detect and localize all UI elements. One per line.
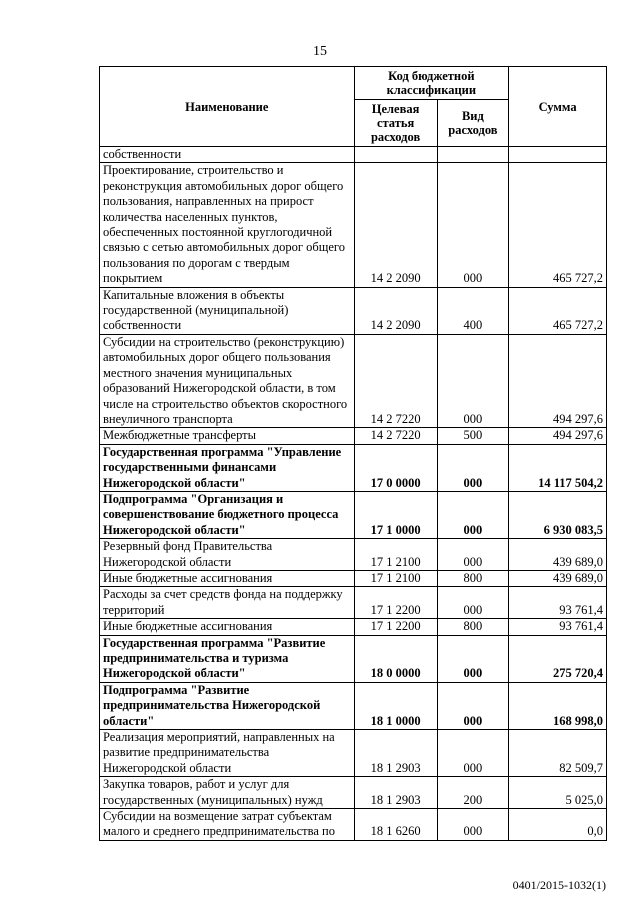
row-sum-cell: 465 727,2 [509, 287, 607, 334]
header-sum: Сумма [509, 67, 607, 147]
row-code-cell: 18 1 0000 [354, 682, 437, 729]
header-target-article: Целевая статья расходов [354, 100, 437, 147]
page-number: 15 [313, 44, 327, 59]
row-type-cell: 200 [437, 777, 509, 809]
row-name-cell: Закупка товаров, работ и услуг для государственных (муниципальных) нужд [100, 777, 355, 809]
row-code-cell: 14 2 7220 [354, 428, 437, 444]
row-name-cell: Иные бюджетные ассигнования [100, 619, 355, 635]
row-sum-cell: 168 998,0 [509, 682, 607, 729]
table-row [100, 491, 607, 538]
row-sum-cell: 6 930 083,5 [509, 491, 607, 538]
table-row [100, 635, 607, 682]
row-name-cell: собственности [100, 147, 355, 163]
row-code-cell: 18 1 6260 [354, 809, 437, 841]
row-type-cell: 000 [437, 334, 509, 427]
table-row [100, 682, 607, 729]
row-sum-cell: 494 297,6 [509, 334, 607, 427]
row-name-cell: Капитальные вложения в объекты государственной (муниципальной) собственности [100, 287, 355, 334]
table-row [100, 163, 607, 287]
row-code-cell: 14 2 2090 [354, 163, 437, 287]
table-row [100, 587, 607, 619]
table-row [100, 777, 607, 809]
table-row [100, 334, 607, 427]
header-classification: Код бюджетной классификации [354, 67, 509, 100]
row-sum-cell: 93 761,4 [509, 587, 607, 619]
header-name: Наименование [100, 67, 355, 147]
row-code-cell: 17 1 0000 [354, 491, 437, 538]
row-name-cell: Резервный фонд Правительства Нижегородской области [100, 539, 355, 571]
row-sum-cell: 275 720,4 [509, 635, 607, 682]
table-row [100, 730, 607, 777]
row-type-cell: 000 [437, 635, 509, 682]
row-sum-cell: 439 689,0 [509, 570, 607, 586]
table-row [100, 444, 607, 491]
row-type-cell [437, 147, 509, 163]
table-row [100, 539, 607, 571]
row-sum-cell: 93 761,4 [509, 619, 607, 635]
row-sum-cell: 494 297,6 [509, 428, 607, 444]
row-type-cell: 000 [437, 809, 509, 841]
row-name-cell: Подпрограмма "Развитие предпринимательства Нижегородской области" [100, 682, 355, 729]
row-code-cell: 17 1 2200 [354, 587, 437, 619]
row-code-cell: 18 1 2903 [354, 777, 437, 809]
row-name-cell: Расходы за счет средств фонда на поддержку территорий [100, 587, 355, 619]
row-name-cell: Межбюджетные трансферты [100, 428, 355, 444]
row-code-cell: 14 2 2090 [354, 287, 437, 334]
row-code-cell: 17 1 2100 [354, 570, 437, 586]
row-type-cell: 500 [437, 428, 509, 444]
document-code: 0401/2015-1032(1) [512, 878, 606, 892]
row-type-cell: 000 [437, 539, 509, 571]
row-type-cell: 800 [437, 619, 509, 635]
row-sum-cell: 5 025,0 [509, 777, 607, 809]
table-body [100, 147, 607, 841]
row-code-cell: 18 0 0000 [354, 635, 437, 682]
row-code-cell: 17 0 0000 [354, 444, 437, 491]
table-row [100, 809, 607, 841]
budget-table [99, 66, 607, 841]
row-name-cell: Реализация мероприятий, направленных на развитие предпринимательства Нижегородской области [100, 730, 355, 777]
row-code-cell [354, 147, 437, 163]
row-code-cell: 18 1 2903 [354, 730, 437, 777]
row-name-cell: Иные бюджетные ассигнования [100, 570, 355, 586]
row-type-cell: 000 [437, 587, 509, 619]
row-type-cell: 800 [437, 570, 509, 586]
table-row [100, 428, 607, 444]
row-sum-cell: 465 727,2 [509, 163, 607, 287]
row-sum-cell [509, 147, 607, 163]
row-name-cell: Государственная программа "Управление государственными финансами Нижегородской области" [100, 444, 355, 491]
row-name-cell: Государственная программа "Развитие предпринимательства и туризма Нижегородской области" [100, 635, 355, 682]
row-code-cell: 14 2 7220 [354, 334, 437, 427]
row-type-cell: 000 [437, 491, 509, 538]
row-sum-cell: 0,0 [509, 809, 607, 841]
table-row [100, 287, 607, 334]
row-type-cell: 000 [437, 444, 509, 491]
table-row [100, 619, 607, 635]
row-code-cell: 17 1 2200 [354, 619, 437, 635]
row-name-cell: Субсидии на возмещение затрат субъектам малого и среднего предпринимательства по [100, 809, 355, 841]
header-expense-type: Вид расходов [437, 100, 509, 147]
row-sum-cell: 439 689,0 [509, 539, 607, 571]
row-type-cell: 000 [437, 682, 509, 729]
row-type-cell: 400 [437, 287, 509, 334]
row-type-cell: 000 [437, 730, 509, 777]
row-name-cell: Субсидии на строительство (реконструкцию) автомобильных дорог общего пользования местного значения муниципальных образований Нижегородской области, в том числе на строительство объектов скоростного внеуличного транспорта [100, 334, 355, 427]
row-type-cell: 000 [437, 163, 509, 287]
table-row [100, 570, 607, 586]
row-name-cell: Подпрограмма "Организация и совершенствование бюджетного процесса Нижегородской области" [100, 491, 355, 538]
row-code-cell: 17 1 2100 [354, 539, 437, 571]
row-sum-cell: 82 509,7 [509, 730, 607, 777]
row-name-cell: Проектирование, строительство и реконструкция автомобильных дорог общего пользования, направленных на прирост количества населенных пунктов, обеспеченных постоянной круглогодичной связью с сетью автомобильных дорог общего пользования по дорогам с твердым покрытием [100, 163, 355, 287]
row-sum-cell: 14 117 504,2 [509, 444, 607, 491]
table-row [100, 147, 607, 163]
